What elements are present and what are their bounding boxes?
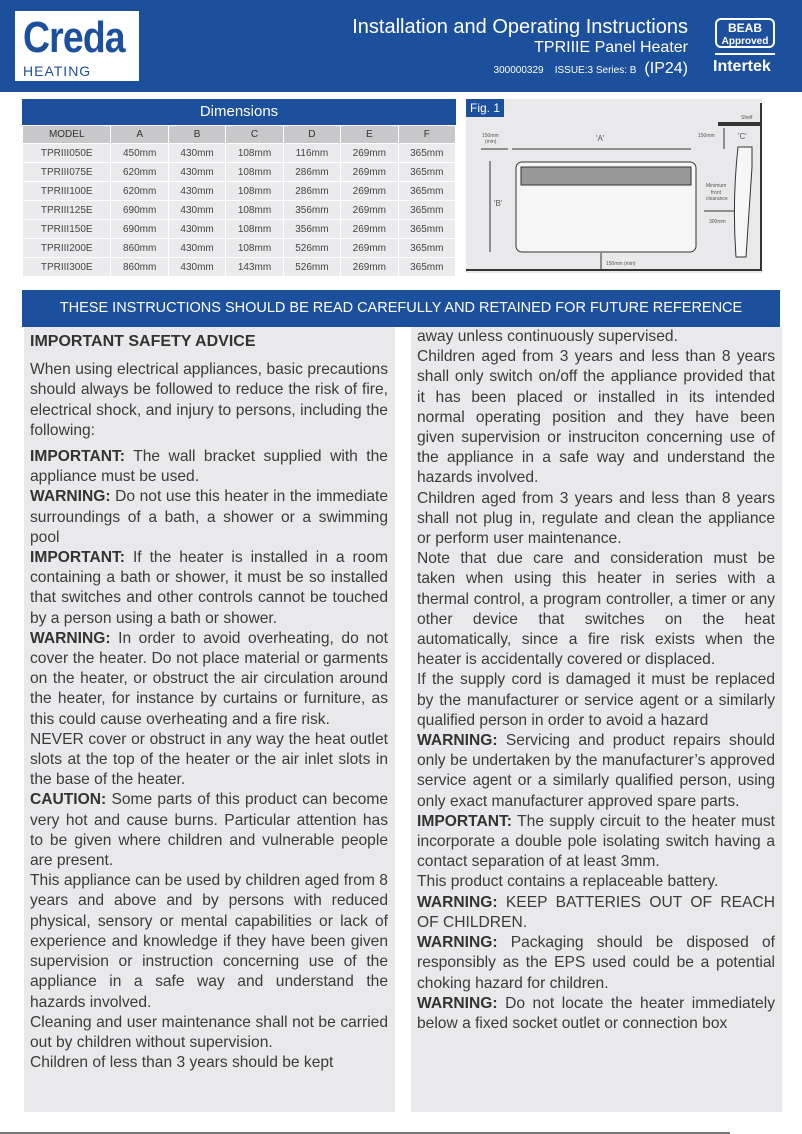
- table-cell: TPRIII050E: [23, 144, 110, 162]
- table-cell: 269mm: [341, 220, 397, 238]
- table-cell: 269mm: [341, 163, 397, 181]
- table-cell: 430mm: [169, 239, 225, 257]
- table-cell: 108mm: [226, 220, 282, 238]
- safety-label: WARNING:: [30, 488, 111, 506]
- safety-paragraph: [30, 487, 388, 548]
- ip-rating: (IP24): [644, 60, 688, 77]
- safety-text: Cleaning and user maintenance shall not be carried out by children without supervision.: [30, 1013, 388, 1051]
- table-cell: 116mm: [284, 144, 340, 162]
- safety-label: WARNING:: [417, 893, 498, 911]
- table-cell: 143mm: [226, 258, 282, 276]
- divider: [715, 53, 775, 55]
- table-cell: TPRIII100E: [23, 182, 110, 200]
- table-cell: 430mm: [169, 144, 225, 162]
- table-cell: 269mm: [341, 258, 397, 276]
- safety-text: If the supply cord is damaged it must be replaced by the manufacturer or service agent or a similarly qualified person in order to avoid a hazard: [417, 671, 775, 729]
- safety-text: This product contains a replaceable battery.: [417, 873, 719, 891]
- safety-label: IMPORTANT:: [417, 812, 512, 830]
- column-header: D: [284, 126, 340, 143]
- bottom-clearance-label: 150mm (min): [606, 261, 636, 267]
- safety-paragraph: [417, 812, 775, 873]
- table-cell: 365mm: [399, 201, 455, 219]
- safety-text: The wall bracket supplied with the appliance must be used.: [30, 448, 388, 486]
- front-label: front: [711, 190, 722, 196]
- safety-text: away unless continuously supervised.: [417, 328, 678, 345]
- safety-text: Do not locate the heater immediately below a fixed socket outlet or connection box: [417, 994, 775, 1032]
- dim-c-label: 'C': [738, 132, 747, 141]
- table-cell: 526mm: [284, 239, 340, 257]
- safety-label: WARNING:: [417, 934, 498, 952]
- table-cell: 430mm: [169, 220, 225, 238]
- safety-paragraph: [417, 670, 775, 731]
- safety-paragraph: [30, 629, 388, 730]
- safety-paragraph: [30, 548, 388, 629]
- table-cell: 690mm: [111, 201, 167, 219]
- table-cell: 269mm: [341, 144, 397, 162]
- table-cell: 430mm: [169, 163, 225, 181]
- safety-paragraph: [417, 549, 775, 670]
- safety-paragraph: [30, 871, 388, 1012]
- safety-text: Do not use this heater in the immediate surroundings of a bath, a shower or a swimming pool: [30, 488, 388, 546]
- column-header: A: [111, 126, 167, 143]
- table-cell: 108mm: [226, 182, 282, 200]
- table-cell: 269mm: [341, 239, 397, 257]
- dim-b-label: 'B': [494, 199, 503, 208]
- table-cell: 356mm: [284, 220, 340, 238]
- table-cell: 860mm: [111, 239, 167, 257]
- table-row: [23, 258, 455, 276]
- safety-text: KEEP BATTERIES OUT OF REACH OF CHILDREN.: [417, 893, 775, 931]
- dimensions-table: [22, 99, 456, 277]
- safety-column-left: [24, 327, 395, 1112]
- table-cell: 430mm: [169, 201, 225, 219]
- safety-text: The supply circuit to the heater must incorporate a double pole isolating switch having a contact separation of at least 3mm.: [417, 812, 775, 871]
- product-name: TPRIIIE Panel Heater: [534, 39, 688, 56]
- table-cell: 269mm: [341, 182, 397, 200]
- logo-text: Creda: [23, 13, 125, 62]
- table-title: Dimensions: [22, 99, 456, 125]
- table-cell: TPRIII075E: [23, 163, 110, 181]
- figure-1: [466, 99, 762, 273]
- reference-banner: THESE INSTRUCTIONS SHOULD BE READ CAREFULLY AND RETAINED FOR FUTURE REFERENCE: [22, 290, 780, 327]
- safety-paragraph: [417, 872, 775, 892]
- column-header: MODEL: [23, 126, 110, 143]
- safety-paragraph: [417, 893, 775, 933]
- safety-text: In order to avoid overheating, do not cover the heater. Do not place material or garments on the heater, or obstruct the air circulation around the heater, for instance by curtains or furniture, as this could cause overheating and a fire risk.: [30, 629, 388, 728]
- beab-approved-logo: [715, 18, 775, 48]
- safety-column-right: [411, 327, 782, 1112]
- issue: ISSUE:3 Series: B: [554, 65, 637, 76]
- table-cell: 108mm: [226, 201, 282, 219]
- column-header: E: [341, 126, 397, 143]
- table-cell: 690mm: [111, 220, 167, 238]
- doc-info: [494, 60, 688, 78]
- table-row: [23, 144, 455, 162]
- safety-text: If the heater is installed in a room containing a bath or shower, it must be so installed that switches and other controls cannot be touched by a person using a bath or shower.: [30, 549, 388, 627]
- side-clearance-label: 150mm: [482, 133, 499, 139]
- shelf-label: Shelf: [741, 115, 753, 121]
- safety-label: CAUTION:: [30, 791, 107, 809]
- table-cell: 860mm: [111, 258, 167, 276]
- table-cell: 356mm: [284, 201, 340, 219]
- table-cell: 269mm: [341, 201, 397, 219]
- table-cell: TPRIII125E: [23, 201, 110, 219]
- table-cell: 365mm: [399, 144, 455, 162]
- logo-subtext: HEATING: [23, 63, 92, 79]
- table-header: [23, 126, 455, 143]
- safety-label: WARNING:: [417, 732, 498, 750]
- safety-text: Servicing and product repairs should only be undertaken by the manufacturer’s approved service agent or a similarly qualified person, using only exact manufacturer approved spare parts.: [417, 732, 775, 810]
- safety-label: WARNING:: [417, 994, 498, 1012]
- table-cell: 108mm: [226, 163, 282, 181]
- safety-text: Packaging should be disposed of responsibly as the EPS used could be a potential choking hazard for children.: [417, 934, 775, 992]
- table-cell: TPRIII300E: [23, 258, 110, 276]
- table-cell: 365mm: [399, 239, 455, 257]
- clearance-label: clearance: [706, 196, 728, 202]
- approved-text: Approved: [721, 36, 769, 47]
- table-cell: 108mm: [226, 239, 282, 257]
- front-clearance-value: 300mm: [709, 219, 726, 225]
- table-row: [23, 163, 455, 181]
- safety-paragraph: [30, 730, 388, 791]
- table-cell: 286mm: [284, 182, 340, 200]
- safety-text: Children of less than 3 years should be kept: [30, 1054, 334, 1072]
- safety-label: IMPORTANT:: [30, 448, 125, 466]
- table-cell: 365mm: [399, 258, 455, 276]
- safety-label: WARNING:: [30, 629, 111, 647]
- heater-clearance-diagram: [466, 99, 762, 273]
- column-header: C: [226, 126, 282, 143]
- creda-logo: [15, 11, 139, 81]
- intertek-logo: Intertek: [713, 58, 771, 75]
- table-cell: 450mm: [111, 144, 167, 162]
- figure-label: Fig. 1: [466, 99, 504, 117]
- table-cell: TPRIII200E: [23, 239, 110, 257]
- safety-paragraph: [417, 731, 775, 812]
- table-cell: 286mm: [284, 163, 340, 181]
- table-cell: 620mm: [111, 163, 167, 181]
- safety-paragraph: [417, 489, 775, 550]
- safety-text: NEVER cover or obstruct in any way the heat outlet slots at the top of the heater or the air inlet slots in the base of the heater.: [30, 730, 388, 789]
- safety-intro: When using electrical appliances, basic precautions should always be followed to reduce the risk of fire, electrical shock, and injury to persons, including the following:: [30, 361, 388, 439]
- safety-text: Note that due care and consideration must be taken when using this heater in series with a thermal control, a program controller, a timer or any other device that switches on the heat automatically, since a fire risk exists when the heater is accidentally covered or displaced.: [417, 550, 775, 669]
- doc-number: 300000329: [493, 65, 544, 76]
- column-header: B: [169, 126, 225, 143]
- safety-heading: IMPORTANT SAFETY ADVICE: [30, 333, 256, 350]
- safety-text: Children aged from 3 years and less than 8 years shall not plug in, regulate and clean the appliance or perform user maintenance.: [417, 489, 775, 548]
- table-cell: 365mm: [399, 163, 455, 181]
- table-cell: 620mm: [111, 182, 167, 200]
- safety-paragraph: [30, 1053, 388, 1073]
- safety-paragraph: [417, 347, 775, 488]
- table-row: [23, 239, 455, 257]
- table-cell: 526mm: [284, 258, 340, 276]
- table-cell: TPRIII150E: [23, 220, 110, 238]
- document-title: Installation and Operating Instructions: [352, 16, 688, 38]
- table-cell: 365mm: [399, 182, 455, 200]
- table-cell: 430mm: [169, 258, 225, 276]
- table-row: [23, 220, 455, 238]
- safety-paragraph: [417, 994, 775, 1034]
- safety-paragraph: [417, 327, 775, 347]
- safety-paragraph: [417, 933, 775, 994]
- table-row: [23, 201, 455, 219]
- table-cell: 108mm: [226, 144, 282, 162]
- top-clearance-label: 150mm: [698, 133, 715, 139]
- front-clearance-label: Minimum: [706, 183, 727, 189]
- safety-text: This appliance can be used by children aged from 8 years and above and by persons with reduced physical, sensory or mental capabilities or lack of experience and knowledge if they have been given supervision or instruction concerning use of the appliance in a safe way and understand the hazards involved.: [30, 872, 388, 1011]
- column-header: F: [399, 126, 455, 143]
- beab-text: BEAB: [727, 21, 762, 35]
- table-cell: 430mm: [169, 182, 225, 200]
- dim-a-label: 'A': [596, 134, 605, 143]
- min-label: (min): [485, 139, 497, 145]
- safety-paragraph: [30, 1013, 388, 1053]
- safety-paragraph: [30, 790, 388, 871]
- safety-text: Children aged from 3 years and less than 8 years shall only switch on/off the appliance provided that it has been placed or installed in its intended normal operating position and they have been given supervision or instruciton concerning use of the appliance in a safe way and understand the hazards involved.: [417, 348, 775, 487]
- page-header: [0, 0, 802, 92]
- safety-paragraph: [30, 447, 388, 487]
- safety-label: IMPORTANT:: [30, 549, 125, 567]
- safety-text: Some parts of this product can become very hot and cause burns. Particular attention has to be given where children and vulnerable people are present.: [30, 791, 388, 870]
- table-cell: 365mm: [399, 220, 455, 238]
- table-row: [23, 182, 455, 200]
